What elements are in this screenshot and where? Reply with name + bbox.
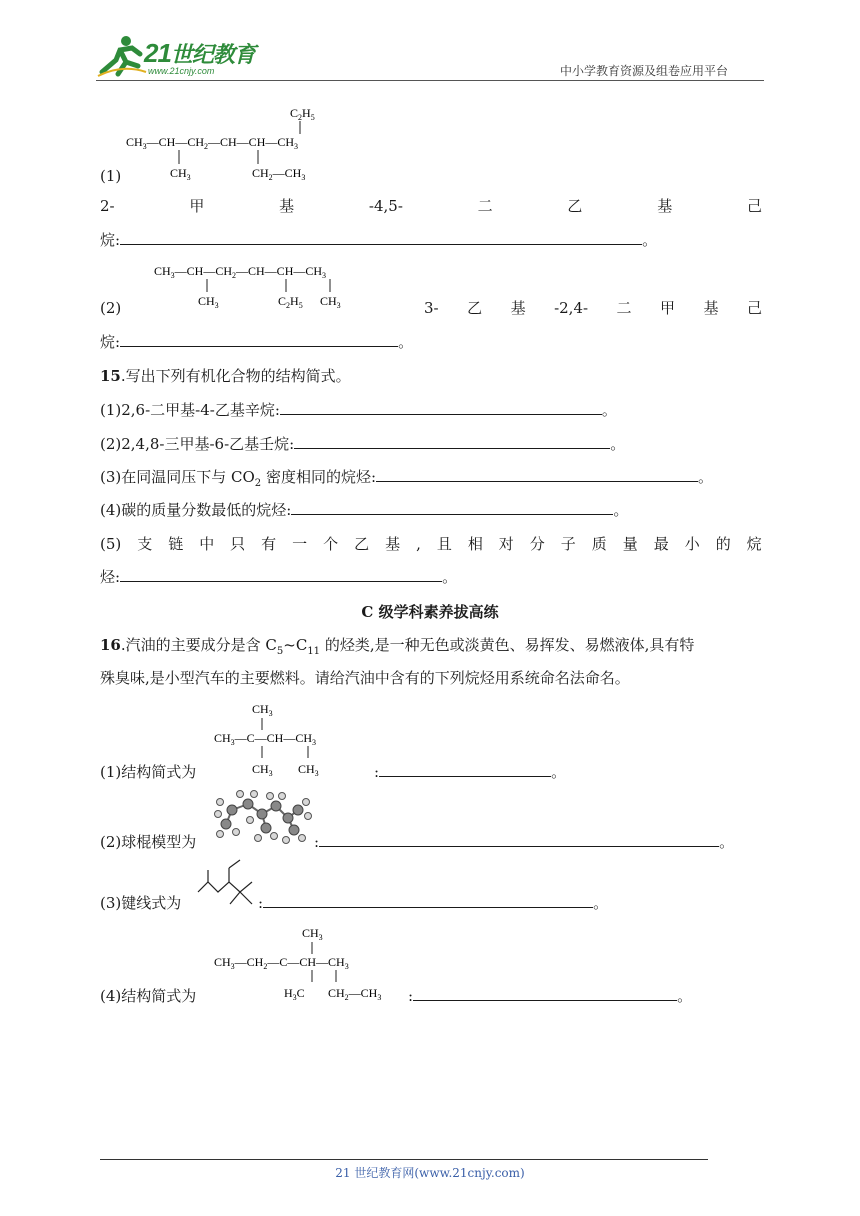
text-part: 链 bbox=[168, 535, 184, 553]
skeletal-formula bbox=[196, 858, 260, 910]
q14-2-name-line bbox=[424, 298, 762, 318]
structure-14-2 bbox=[152, 258, 412, 308]
header-rule bbox=[96, 80, 764, 81]
name-part: 己 bbox=[746, 299, 762, 317]
period: 。 bbox=[610, 435, 626, 453]
q15-item-4 bbox=[100, 500, 628, 520]
text-part: 相 bbox=[467, 535, 483, 553]
q16-item-3: (3)键线式为 bbox=[100, 894, 182, 912]
section-title: C 级学科素养拔高练 bbox=[361, 603, 499, 621]
question-number: 16 bbox=[100, 636, 121, 654]
subscript: 5 bbox=[276, 646, 284, 657]
answer-blank[interactable] bbox=[379, 762, 551, 777]
name-part: -2,4- bbox=[554, 299, 589, 317]
svg-text:CH3: $CH_3$ bbox=[252, 702, 273, 718]
question-text: .汽油的主要成分是含 C bbox=[120, 636, 277, 654]
section-heading bbox=[0, 602, 860, 622]
runner-logo-icon bbox=[96, 34, 148, 78]
answer-prefix: 烷: bbox=[100, 231, 121, 249]
name-part: 二 bbox=[616, 299, 632, 317]
svg-text:CH2—CH3: $CH_2—CH_3$ bbox=[328, 986, 382, 1002]
svg-text:CH3: $CH_3$ bbox=[320, 294, 341, 308]
name-part: 2- bbox=[100, 197, 115, 215]
q14-2-label: (2) bbox=[100, 299, 122, 317]
q14-2-answer-line bbox=[100, 332, 413, 352]
text-part: 中 bbox=[199, 535, 215, 553]
item-text: (4)碳的质量分数最低的烷烃: bbox=[100, 501, 292, 519]
period: 。 bbox=[719, 833, 735, 851]
q16-item-4-answer bbox=[408, 986, 692, 1006]
text-part: 个 bbox=[323, 535, 339, 553]
period: 。 bbox=[398, 333, 414, 351]
name-part: 二 bbox=[477, 197, 493, 215]
name-part: 乙 bbox=[467, 299, 483, 317]
subscript: 11 bbox=[307, 646, 321, 657]
q16-item-1-answer bbox=[374, 762, 566, 782]
question-text: 的烃类,是一种无色或淡黄色、易挥发、易燃液体,具有特 bbox=[320, 636, 695, 654]
logo-number: 21 bbox=[144, 38, 171, 68]
name-part: 甲 bbox=[189, 197, 205, 215]
name-part: 基 bbox=[510, 299, 526, 317]
period: 。 bbox=[442, 568, 458, 586]
period: 。 bbox=[601, 401, 617, 419]
svg-text:CH3—CH2—C—CH—CH3: $CH_3—CH_2—C—CH—CH_3$ bbox=[214, 955, 349, 971]
q16-item-1: (1)结构简式为 bbox=[100, 763, 197, 781]
svg-text:CH3—C—CH—CH3: $CH_3—C—CH—CH_3$ bbox=[214, 731, 317, 747]
name-part: 基 bbox=[279, 197, 295, 215]
text-part: 分 bbox=[529, 535, 545, 553]
text-part: 乙 bbox=[354, 535, 370, 553]
q16-item-2-answer bbox=[314, 832, 734, 852]
text-part: 子 bbox=[560, 535, 576, 553]
q15-item-5 bbox=[100, 534, 762, 554]
item-text: (3)在同温同压下与 CO bbox=[100, 468, 255, 486]
answer-blank[interactable] bbox=[413, 986, 677, 1001]
item-text: (1)2,6-二甲基-4-乙基辛烷: bbox=[100, 401, 280, 419]
svg-text:CH3: $CH_3$ bbox=[298, 762, 319, 778]
header-logo bbox=[96, 34, 266, 80]
q15-item-5-answer-line bbox=[100, 567, 457, 587]
name-part: 乙 bbox=[567, 197, 583, 215]
text-part: 烷 bbox=[746, 535, 762, 553]
answer-prefix: 烃: bbox=[100, 568, 121, 586]
q15-item-1 bbox=[100, 400, 617, 420]
text-part: 量 bbox=[622, 535, 638, 553]
name-part: -4,5- bbox=[368, 197, 403, 215]
svg-text:H3C: $H_3C$ bbox=[284, 986, 305, 1002]
answer-blank[interactable] bbox=[120, 567, 442, 582]
period: 。 bbox=[593, 894, 609, 912]
structure-16-4 bbox=[212, 922, 412, 1002]
name-part: 己 bbox=[746, 197, 762, 215]
svg-text:C2H5: $C_2H_5$ bbox=[290, 106, 315, 122]
q14-1-name-line bbox=[100, 196, 762, 216]
period: 。 bbox=[698, 468, 714, 486]
q15-item-2 bbox=[100, 434, 625, 454]
footer-text: 21 世纪教育网(www.21cnjy.com) bbox=[335, 1166, 525, 1180]
item-text: (2)2,4,8-三甲基-6-乙基壬烷: bbox=[100, 435, 295, 453]
logo-cn: 世纪教育 bbox=[170, 42, 255, 67]
svg-text:CH3: $CH_3$ bbox=[198, 294, 219, 308]
item-text: 密度相同的烷烃: bbox=[261, 468, 376, 486]
question-number: 15 bbox=[100, 367, 121, 385]
svg-text:C2H5: $C_2H_5$ bbox=[278, 294, 303, 308]
answer-blank[interactable] bbox=[120, 230, 642, 245]
structure-16-1 bbox=[212, 700, 382, 780]
svg-text:CH3—CH—CH2—CH—CH—CH3: $CH_3—CH—CH_2—CH—CH—CH_3$ bbox=[154, 264, 327, 280]
structure-14-1 bbox=[124, 104, 374, 182]
period: 。 bbox=[551, 763, 567, 781]
q14-1-label: (1) bbox=[100, 167, 122, 185]
text-part: 且 bbox=[436, 535, 452, 553]
name-part: 3- bbox=[424, 299, 439, 317]
platform-name: 中小学教育资源及组卷应用平台 bbox=[560, 64, 729, 78]
answer-blank[interactable] bbox=[376, 467, 698, 482]
text-part: 有 bbox=[261, 535, 277, 553]
question-text: .写出下列有机化合物的结构简式。 bbox=[120, 367, 351, 385]
name-part: 基 bbox=[703, 299, 719, 317]
svg-text:CH3—CH—CH2—CH—CH—CH3: $CH_3—CH—CH_2—CH—CH—CH_3$ bbox=[126, 135, 299, 151]
text-part: 只 bbox=[230, 535, 246, 553]
q16-item-3-answer bbox=[258, 893, 608, 913]
svg-text:CH3: $CH_3$ bbox=[252, 762, 273, 778]
answer-blank[interactable] bbox=[280, 400, 602, 415]
text-part: 的 bbox=[715, 535, 731, 553]
colon: : bbox=[408, 987, 414, 1005]
text-part: 基 bbox=[385, 535, 401, 553]
name-part: 甲 bbox=[660, 299, 676, 317]
text-part: 质 bbox=[591, 535, 607, 553]
period: 。 bbox=[642, 231, 658, 249]
period: 。 bbox=[677, 987, 693, 1005]
logo-url: www.21cnjy.com bbox=[148, 66, 215, 76]
question-text: ~C bbox=[283, 636, 308, 654]
answer-blank[interactable] bbox=[263, 893, 593, 908]
text-part: 最 bbox=[653, 535, 669, 553]
name-part: 基 bbox=[657, 197, 673, 215]
q16-intro-line1 bbox=[100, 635, 694, 655]
q14-1-answer-line bbox=[100, 230, 657, 250]
text-part: 支 bbox=[137, 535, 153, 553]
answer-blank[interactable] bbox=[291, 500, 613, 515]
q16-item-4: (4)结构简式为 bbox=[100, 987, 197, 1005]
colon: : bbox=[374, 763, 380, 781]
q15-item-3 bbox=[100, 467, 713, 487]
subscript: 2 bbox=[254, 478, 262, 489]
q16-intro-line2: 殊臭味,是小型汽车的主要燃料。请给汽油中含有的下列烷烃用系统命名法命名。 bbox=[100, 669, 630, 687]
answer-blank[interactable] bbox=[319, 832, 719, 847]
text-part: , bbox=[416, 535, 421, 553]
text-part: 一 bbox=[292, 535, 308, 553]
ball-and-stick-model bbox=[210, 788, 314, 846]
answer-blank[interactable] bbox=[294, 434, 610, 449]
text-part: 对 bbox=[498, 535, 514, 553]
q15-title bbox=[100, 366, 351, 386]
answer-prefix: 烷: bbox=[100, 333, 121, 351]
svg-text:CH3: $CH_3$ bbox=[302, 926, 323, 942]
q16-item-2: (2)球棍模型为 bbox=[100, 833, 197, 851]
svg-text:CH3: $CH_3$ bbox=[170, 166, 191, 182]
text-part: (5) bbox=[100, 535, 122, 553]
colon: : bbox=[258, 894, 264, 912]
svg-text:CH2—CH3: $CH_2—CH_3$ bbox=[252, 166, 306, 182]
colon: : bbox=[314, 833, 320, 851]
period: 。 bbox=[613, 501, 629, 519]
answer-blank[interactable] bbox=[120, 332, 398, 347]
text-part: 小 bbox=[684, 535, 700, 553]
footer-rule bbox=[100, 1159, 708, 1160]
